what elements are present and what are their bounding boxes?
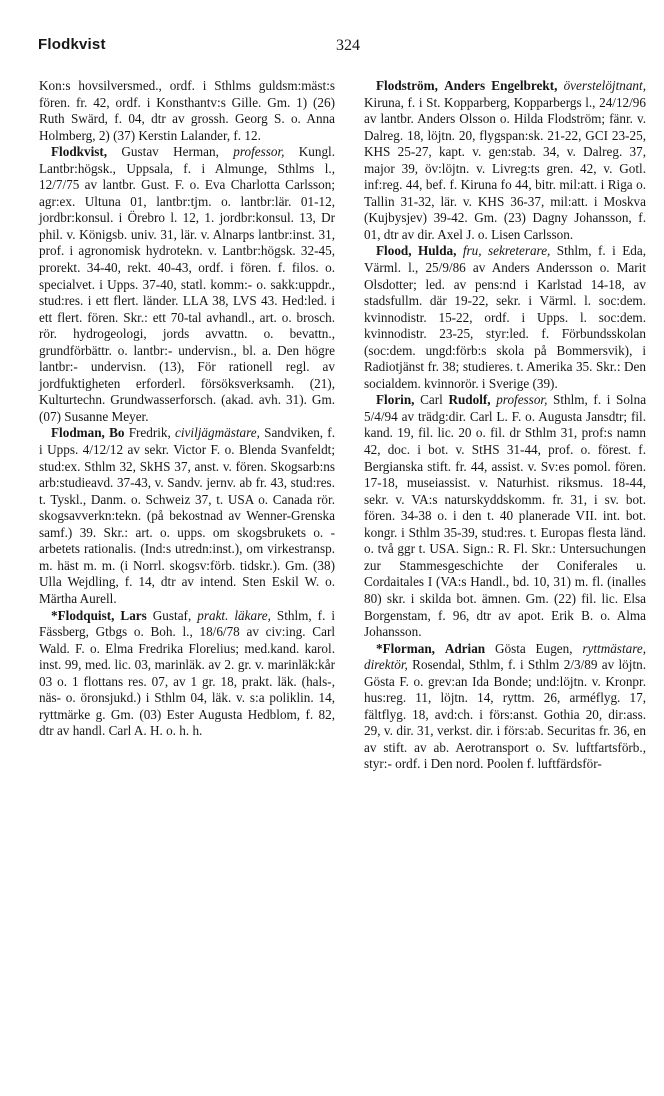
page-number: 324 (336, 37, 360, 54)
entry-text: Rosendal, Sthlm, f. i Sthlm 2/3/89 av löjtn. Gösta F. o. grev:an Ida Bonde; und:löjtn. v. Kronpr. hus:reg. 11, löjtn. 14, ryttm. 26, arméflyg. 17, fältflyg. 18, avd:ch. i förs:anst. Gothia 20, dir:ass. 29, v. dir. 31, verkst. dir. i förs:ab. Securitas fr. 36, en av stift. av ab. Aerotransport o. Sv. luftfartsförb., styr:- ordf. i Den nord. Poolen f. luftfärdsför- (364, 657, 646, 772)
entry (39, 425, 335, 607)
entry-given: Adrian (444, 640, 486, 656)
entry-text: Sthlm, f. i Solna 5/4/94 av trädg:dir. Carl L. F. o. Augusta Jansdtr; fil. kand. 19, fil. lic. 20 o. fil. dr Sthlm 31, prof:s namn 42, doc. i bot. v. StHS 31-44, prof. o. förest. f. Bergianska stift. fr. 44, assist. v. Sv:es pomol. fören. 17-18, museiassist. v. Naturhist. riksmus. 18-44, sekr. v. VA:s naturskyddskomm. fr. 31, i sv. bot. fören. 34-38 o. i den t. 40 planerade VII. int. bot. kongr. i Sthlm 35-39, stud:res. t. Europas flesta länd. o. två ggr t. USA. Sign.: R. Fl. Skr.: Untersuchungen zur Stammesgeschichte der Coniferales u. Cordaitales I (VA:s Handl., bd. 10, 31) m. fl. (inalles 80) skr. i skilda bot. ämnen. Gm. (22) fil. lic. Elsa Borgenstam, f. 96, dtr av apot. Erik B. o. Alma Johansson. (364, 392, 647, 640)
entry-surname: Flood, (376, 243, 412, 259)
entry (364, 392, 646, 640)
page-header (38, 36, 628, 60)
entry-title: professor, (496, 392, 548, 408)
entry (39, 608, 335, 740)
entry-title: överstelöjtnant, (563, 78, 646, 93)
entry (39, 144, 335, 425)
entry-title: civiljägmästare, (175, 425, 260, 441)
entry-given: Rudolf, (448, 392, 491, 408)
entry-pre: Carl (420, 392, 443, 408)
entry-surname: Flodman, (51, 425, 105, 441)
entry-pre: Gösta Eugen, (494, 640, 573, 656)
entry (39, 78, 335, 144)
entry-pre: Fredrik, (128, 425, 171, 441)
entry (364, 243, 646, 392)
entry-title: fru, sekreterare, (462, 243, 551, 259)
entry-text: Kiruna, f. i St. Kopparberg, Kopparbergs l., 24/12/96 av lantbr. Anders Olsson o. Hilda Flodström; fänr. v. Dalreg. 18, löjtn. 20, flygspan:sk. 21-22, GCI 23-25, KHS 25-27, kapt. v. gen:stab. 34, v. Dalreg. 37, major 39, öv:löjtn. v. Livreg:ts gren. 42, v. Gotl. inf:reg. 44, bef. f. Kiruna fo 44, bitr. mil:att. i Riga o. Tallin 31-32, lär. v. KHS 36-37, mil:att. i Moskva (Kujbysjev) 39-42. Gm. (23) Dagny Johansson, f. 01, dtr av dir. Axel J. o. Lisen Carlsson. (364, 94, 646, 242)
entry (364, 78, 646, 243)
entry-text: Kungl. Lantbr:högsk., Uppsala, f. i Almunge, Sthlms l., 12/7/75 av lantbr. Gust. F. o. Eva Charlotta Carlsson; agr:ex. Ultuna 01, lantbr:tjm. o. lantbr:lär. 01-12, jordbr:konsul. i Örebro l. 12, 1. jordbr:konsul. 13, Dr phil. v. Königsb. univ. 31, lär. v. Alnarps lantbr:inst. 31, prof. i agronomisk hydrotekn. v. Lantbr:högsk. 32-45, prorekt. 34-40, rekt. 40-43, ordf. i fören. f. filos. o. specialvet. i Upps. 37-40, statl. komm:- o. sakk:uppdr., stud:res. i ett flert. länder. LLA 38, LVS 43. Hed:led. i ett flert. fören. Skr.: ett 70-tal avhandl., art. o. brosch. rör. hydrogeologi, jords avvattn. o. bevattn., grundförbättr. o. lantbr:- undervisn., bl. a. Den högre lantbr:- undervisn. (13), För rationell regl. av jordfuktigheten erforderl. försöksverksamh. (21), Kulturtechn. Grundwasserforsch. (akad. avh. 31). Gm. (07) Susanne Meyer. (39, 144, 336, 424)
entry-pre: Gustaf, (152, 607, 192, 623)
entry-surname: Flodström, (376, 78, 438, 93)
right-column (364, 78, 646, 773)
entry-surname: *Florman, (376, 640, 435, 656)
entry-surname: Flodkvist, (51, 144, 108, 160)
entry-surname: *Flodquist, (51, 607, 115, 623)
entry-given: Anders Engelbrekt, (444, 78, 558, 93)
left-column (39, 78, 335, 740)
entry-title: prakt. läkare, (197, 607, 271, 623)
running-head: Flodkvist (38, 36, 106, 53)
entry-title: professor, (233, 144, 285, 160)
entry-text: Sandviken, f. i Upps. 4/12/12 av sekr. Victor F. o. Blenda Svanfeldt; stud:ex. Sthlm 32, SkHS 37, anst. v. fören. Skogsarb:ns arb:studieavd. 37-43, v. Sandv. jernv. ab fr. 43, stud:res. t. Tyskl., Danm. o. Schweiz 37, t. USA o. Canada rör. skogsavverkn:tekn. (på bekostnad av Wenner-Grenska samf.) 39. Skr.: art. o. upps. om skogsbrukets o. -arbetets rationalis. (Ind:s utredn:inst.), om virkestransp. m. häst m. m. (i Norrl. skogsv:förb. tidskr.). Gm. (38) Ulla Wejdling, f. 14, dtr av intend. Sten Eskil W. o. Märtha Aurell. (39, 425, 335, 606)
entry-text: Sthlm, f. i Fässberg, Gtbgs o. Boh. l., 18/6/78 av civ:ing. Carl Wald. F. o. Elma Fredrika Florelius; med.kand. karol. inst. 99, med. lic. 03, marinläk. av 2. gr. v. marinläk:kår 03 o. 1 flottans res. 07, av 1 gr. 18, prakt. läk. (hals-, näs- o. öronsjukd.) i Sthlm 04, läk. v. s:a poliklin. 14, ryttmärke g. Gm. (03) Ester Augusta Hedblom, f. 82, dtr av handl. Carl A. H. o. h. h. (39, 607, 336, 739)
entry-given: Bo (109, 425, 125, 441)
entry-text: Sthlm, f. i Eda, Värml. l., 25/9/86 av Anders Andersson o. Marit Olsdotter; led. av pens:nd i Karlstad 14-18, av stadsfullm. där 19-22, sekr. i Värml. l. soc:dem. kvinnodistr. 15-22, ordf. i Upps. l. soc:dem. kvinnodistr. 23-25, styr:led. f. Förbundsskolan (soc:dem. ungd:förb:s skola på Bommersvik), i Radiotjänst fr. 38; studieres. t. Amerika 35. Skr.: Den socialdem. kvinnorör. i Sverige (39). (364, 243, 647, 391)
entry-given: Gustav Herman, (121, 144, 219, 160)
entry-given: Hulda, (417, 243, 457, 259)
entry-surname: Florin, (376, 392, 415, 408)
entry-given: Lars (120, 607, 147, 623)
entry-title: ryttmästare, direktör, (364, 640, 646, 673)
entry (364, 641, 646, 773)
entry-text: Kon:s hovsilversmed., ordf. i Sthlms guldsm:mäst:s fören. fr. 42, ordf. i Konsthantv:s Gille. Gm. 1) (26) Ruth Swärd, f. 04, dtr av grossh. Georg S. o. Anna Holmberg, 2) (37) Kerstin Lalander, f. 12. (39, 78, 335, 143)
